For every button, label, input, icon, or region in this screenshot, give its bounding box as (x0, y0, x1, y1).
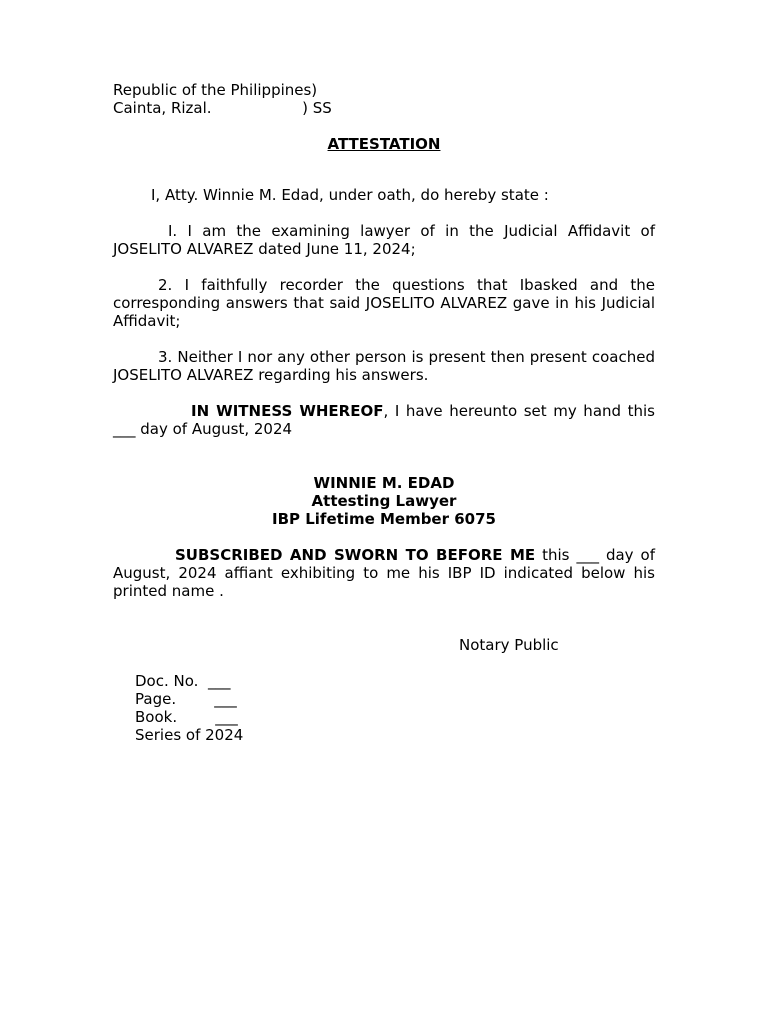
venue-line-2: Cainta, Rizal. ) SS (113, 99, 332, 117)
item-2: 2. I faithfully recorder the questions that Ibasked and the corresponding answers that said JOSELITO ALVAREZ gave in his Judicial Affidavit; (113, 276, 655, 330)
doc-no: Doc. No. ___ (135, 672, 231, 690)
notarial-register (135, 672, 655, 744)
witness-clause (113, 402, 655, 438)
document-page (113, 81, 655, 744)
jurat-text: this ___ day of August, 2024 affiant exhibiting to me his IBP ID indicated below his printed name . (113, 546, 655, 600)
series: Series of 2024 (135, 726, 244, 744)
notary-public-label: Notary Public (459, 636, 559, 654)
witness-heading: IN WITNESS WHEREOF (191, 402, 384, 420)
intro-statement: I, Atty. Winnie M. Edad, under oath, do hereby state : (151, 186, 549, 204)
item-1: I. I am the examining lawyer of in the Judicial Affidavit of JOSELITO ALVAREZ dated June 11, 2024; (113, 222, 655, 258)
jurat-clause (113, 546, 655, 600)
page-no: Page. ___ (135, 690, 237, 708)
signatory-name: WINNIE M. EDAD (313, 474, 455, 492)
jurat-heading: SUBSCRIBED AND SWORN TO BEFORE ME (175, 546, 536, 564)
signatory-member: IBP Lifetime Member 6075 (272, 510, 496, 528)
witness-text: , I have hereunto set my hand this ___ day of August, 2024 (113, 402, 655, 438)
book-no: Book. ___ (135, 708, 238, 726)
signatory-role: Attesting Lawyer (311, 492, 457, 510)
document-title: ATTESTATION (327, 135, 441, 153)
item-3: 3. Neither I nor any other person is present then present coached JOSELITO ALVAREZ regarding his answers. (113, 348, 655, 384)
venue-line-1: Republic of the Philippines) (113, 81, 318, 99)
